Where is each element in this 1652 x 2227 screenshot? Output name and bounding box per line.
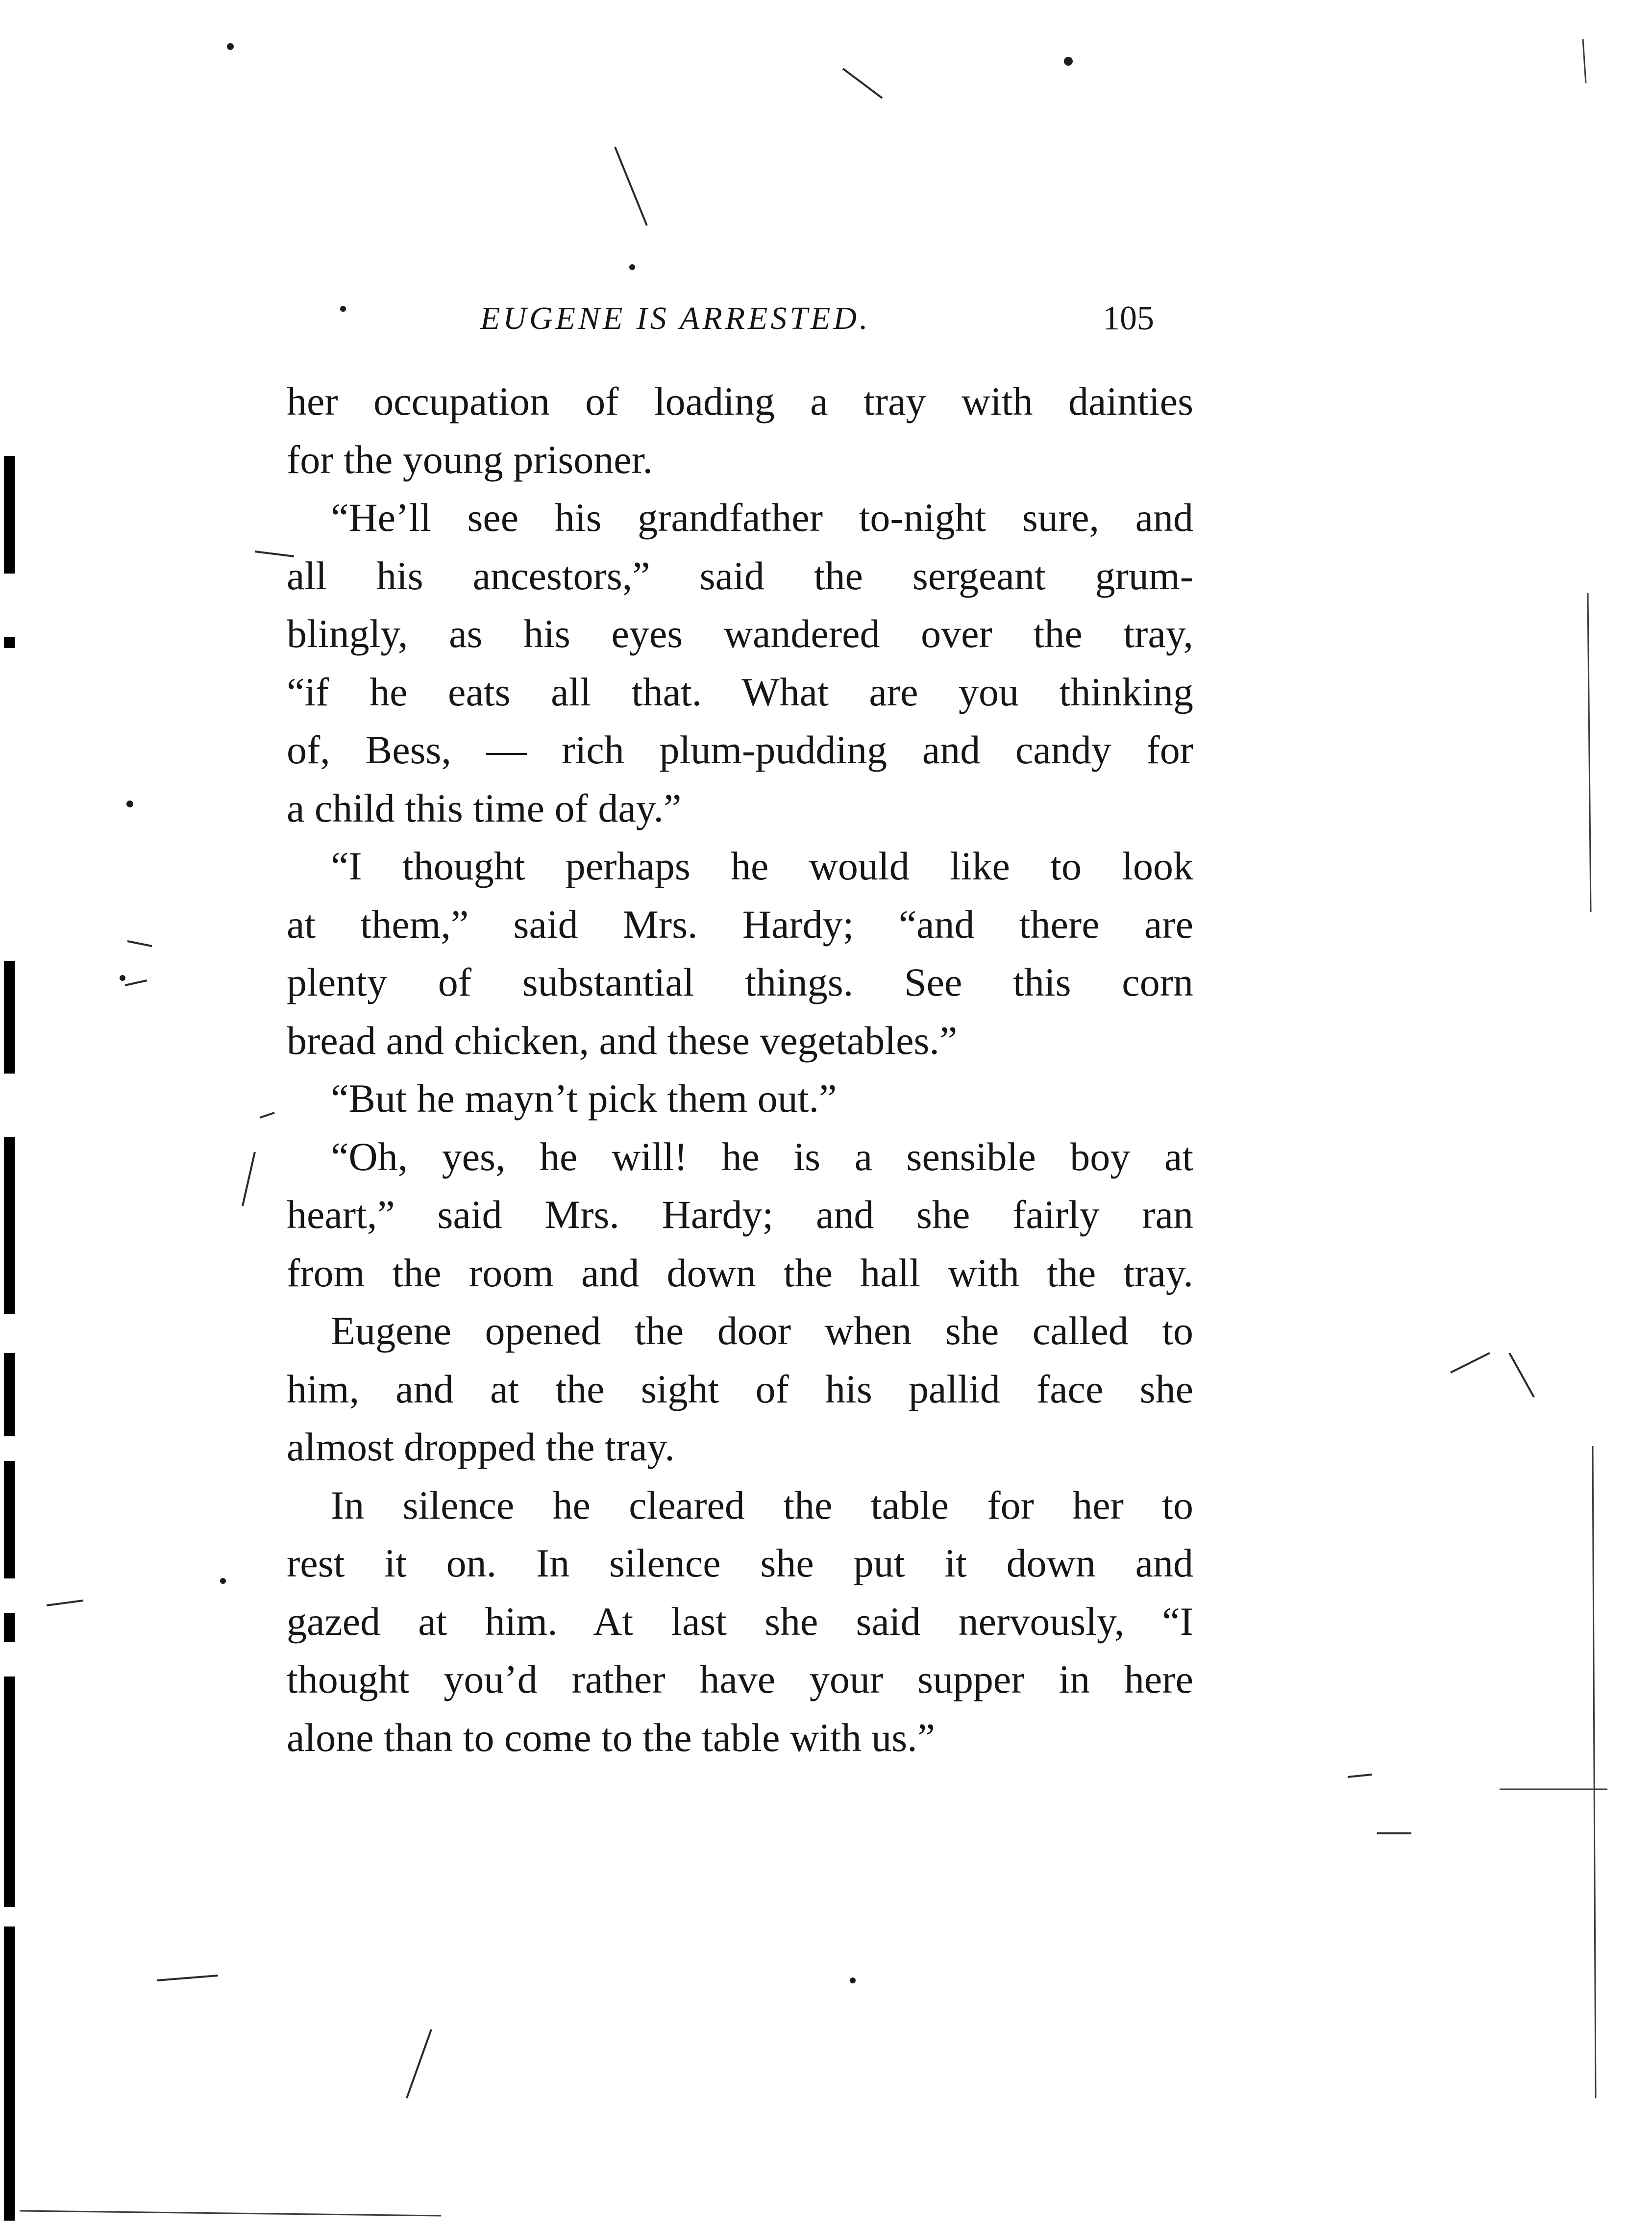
paragraph-3 <box>287 837 1193 1070</box>
text-line: thought you’d rather have your supper in here <box>287 1657 1193 1702</box>
text-line: blingly, as his eyes wandered over the tray, <box>287 611 1193 656</box>
text-line: from the room and down the hall with the tray. <box>287 1250 1193 1295</box>
text-line: almost dropped the tray. <box>287 1425 675 1469</box>
text-line: Eugene opened the door when she called to <box>331 1308 1193 1353</box>
text-line: a child this time of day.” <box>287 785 682 830</box>
text-line: gazed at him. At last she said nervously, “I <box>287 1599 1193 1644</box>
text-line: “if he eats all that. What are you thinking <box>287 669 1193 714</box>
running-head <box>287 289 1193 348</box>
paragraph-4 <box>287 1070 1193 1128</box>
text-line: “Oh, yes, he will! he is a sensible boy at <box>331 1134 1193 1179</box>
paragraph-1 <box>287 373 1193 489</box>
text-line: her occupation of loading a tray with dainties <box>287 379 1193 424</box>
text-line: plenty of substantial things. See this corn <box>287 960 1193 1004</box>
text-line: of, Bess, — rich plum-pudding and candy for <box>287 727 1193 772</box>
text-line: heart,” said Mrs. Hardy; and she fairly ran <box>287 1192 1193 1237</box>
text-line: for the young prisoner. <box>287 437 653 482</box>
text-line: all his ancestors,” said the sergeant grum- <box>287 553 1193 598</box>
text-line: rest it on. In silence she put it down and <box>287 1541 1193 1585</box>
body-text <box>287 373 1193 1767</box>
paragraph-7 <box>287 1476 1193 1767</box>
text-line: “I thought perhaps he would like to look <box>331 844 1193 888</box>
running-title: EUGENE IS ARRESTED. <box>480 300 871 336</box>
text-line: him, and at the sight of his pallid face she <box>287 1366 1193 1411</box>
text-line: In silence he cleared the table for her to <box>331 1482 1193 1527</box>
paragraph-6 <box>287 1302 1193 1476</box>
text-line: “But he mayn’t pick them out.” <box>331 1076 837 1121</box>
paragraph-5 <box>287 1128 1193 1302</box>
page-number: 105 <box>1103 300 1154 337</box>
text-line: at them,” said Mrs. Hardy; “and there are <box>287 901 1193 947</box>
text-line: bread and chicken, and these vegetables.” <box>287 1018 958 1063</box>
paragraph-2 <box>287 489 1193 837</box>
text-line: alone than to come to the table with us.” <box>287 1715 936 1760</box>
text-line: “He’ll see his grandfather to-night sure, and <box>331 495 1193 540</box>
